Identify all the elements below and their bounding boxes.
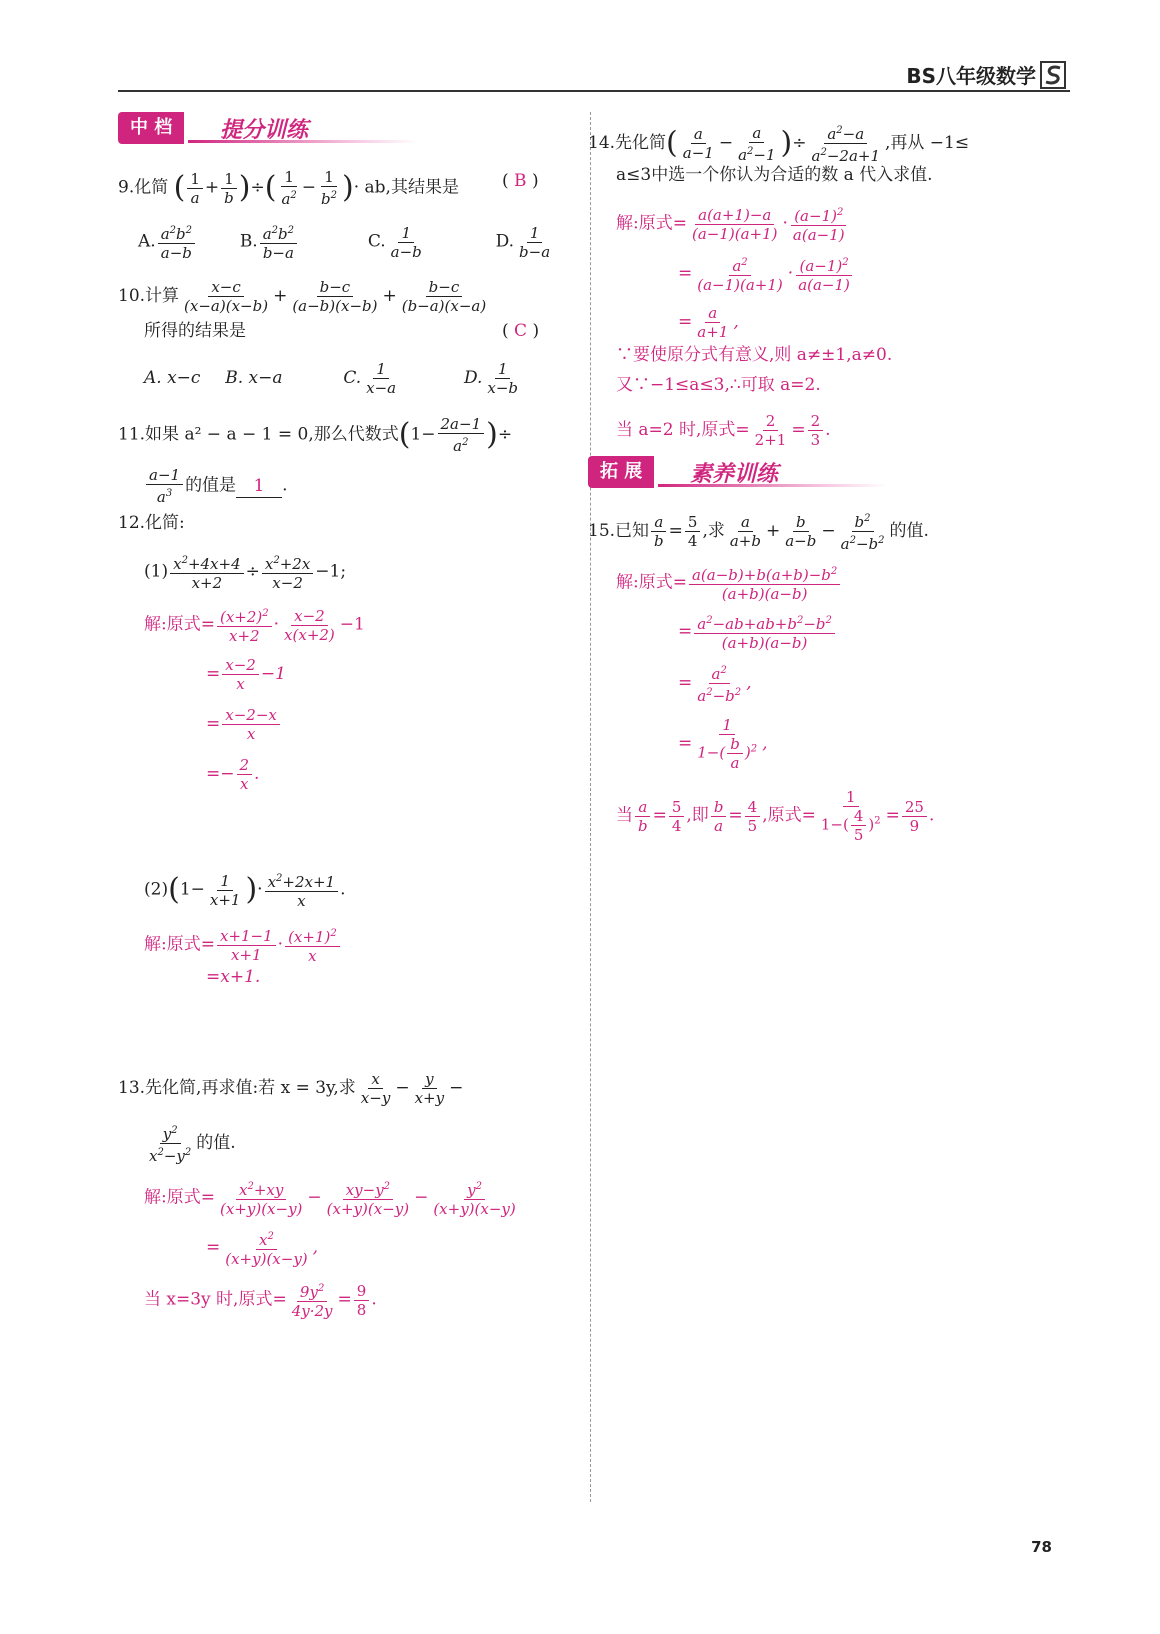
option-d-label: D.: [463, 368, 483, 388]
q10-options: A. x−c B. x−a C. $\frac{1}{x-a}$ D. $\frac{1}{x-b}$: [144, 360, 519, 397]
q14-solution: 解:原式= $\frac{a(a+1)-a}{(a-1)(a+1)}$ · $\frac{(a-1)^2}{a(a-1)}$: [616, 205, 845, 244]
answer-choice: C: [514, 321, 528, 341]
substitution-text-2: ,即: [686, 805, 709, 826]
question-number: 9.: [118, 177, 135, 198]
substitution-text: 当 x=3y 时,原式=: [144, 1289, 287, 1310]
question-text: 先化简: [615, 133, 667, 153]
question-15: 15.已知 $\frac{a}{b}$ = $\frac{5}{4}$ ,求 $\frac{a}{a+b}$ + $\frac{b}{a-b}$ − $\frac{b^2}{a^2-b^2}$ 的值.: [588, 510, 929, 553]
solution-label: 解:原式=: [144, 1187, 215, 1208]
q12-part1: (1) $\frac{x^2+4x+4}{x+2}$ ÷ $\frac{x^2+2x}{x-2}$ −1;: [144, 552, 346, 592]
option-b: B. x−a: [225, 368, 283, 388]
question-13: 13.先化简,再求值:若 x = 3y,求 $\frac{x}{x-y}$ − $\frac{y}{x+y}$ −: [118, 1070, 464, 1107]
q14-note2: 又∵−1≤a≤3,∴可取 a=2.: [616, 375, 821, 395]
substitution-text: 当: [616, 805, 633, 826]
question-10: 10.计算 $\frac{x-c}{(x-a)(x-b)}$ + $\frac{b-c}{(a-b)(x-b)}$ + $\frac{b-c}{(b-a)(x-a)}$: [118, 278, 487, 315]
part-label: (1): [144, 561, 169, 582]
question-11-line2: $\frac{a-1}{a^3}$ 的值是 1 .: [144, 466, 287, 506]
header-rule: [118, 90, 1070, 92]
q12-part2: (2)(1− $\frac{1}{x+1}$ )· $\frac{x^2+2x+1}{x}$ .: [144, 871, 346, 910]
question-tail: ,再从 −1≤: [885, 133, 970, 153]
question-mid: ,求: [702, 521, 725, 541]
q12-step4: =− $\frac{2}{x}$ .: [206, 756, 260, 793]
question-13-line2: $\frac{y^2}{x^2-y^2}$ 的值.: [144, 1122, 236, 1165]
q15-step4: = 1 1−( $\frac{b}{a}$ )$^2$ ,: [678, 716, 768, 772]
q14-final: 当 a=2 时,原式= $\frac{2}{2+1}$ = $\frac{2}{3}$ .: [616, 412, 831, 449]
question-11: 11.如果 a² − a − 1 = 0,那么代数式(1− $\frac{2a-1}{a^2}$ )÷: [118, 415, 513, 455]
q12-s2-final: =x+1.: [206, 967, 261, 987]
question-suffix: · ab,其结果是: [353, 177, 459, 198]
answer-blank: 1: [236, 475, 282, 498]
substitution-text-3: ,原式=: [762, 805, 816, 826]
q12-solution1: 解:原式= $\frac{(x+2)^2}{x+2}$ · $\frac{x-2}{x(x+2)}$ −1: [144, 606, 365, 645]
q14-step3: = $\frac{a}{a+1}$ ,: [678, 304, 739, 341]
question-text: 先化简,再求值:若 x = 3y,求: [145, 1078, 356, 1098]
solution-label: 解:原式=: [616, 213, 687, 234]
option-a-label: A.: [138, 231, 156, 252]
question-prefix: 化简: [134, 177, 169, 198]
question-9: 9.化简 ( $\frac{1}{a}$ + $\frac{1}{b}$ )÷( $\frac{1}{a^2}$ − $\frac{1}{b^2}$ )· ab,其结果是: [118, 168, 459, 208]
option-c-label: C.: [367, 231, 386, 252]
question-number: 14.: [588, 133, 616, 153]
q12-solution2: 解:原式= $\frac{x+1-1}{x+1}$ · $\frac{(x+1)^2}{x}$: [144, 925, 342, 965]
question-10-line2: 所得的结果是: [144, 321, 246, 341]
section-banner-2: [588, 456, 888, 488]
question-number: 12.: [118, 513, 146, 533]
q12-step3: = $\frac{x-2-x}{x}$: [206, 706, 282, 743]
q15-step3: = $\frac{a^2}{a^2-b^2}$ ,: [678, 662, 752, 705]
book-logo-icon: [1040, 60, 1066, 90]
q9-options: A. $\frac{a^2b^2}{a-b}$ B. $\frac{a^2b^2}{b-a}$ C. $\frac{1}{a-b}$ D. $\frac{1}{b-a}$: [138, 223, 551, 262]
question-number: 15.: [588, 521, 616, 541]
section-tag: 中 档: [118, 112, 184, 144]
section-banner-1: [118, 112, 418, 144]
question-prefix: 计算: [145, 286, 180, 306]
solution-label: 解:原式=: [144, 934, 215, 955]
q15-step2: = $\frac{a^2-ab+ab+b^2-b^2}{(a+b)(a-b)}$: [678, 612, 837, 652]
column-divider: [590, 112, 591, 1502]
question-12: [118, 512, 185, 534]
q15-solution: 解:原式= $\frac{a(a-b)+b(a+b)-b^2}{(a+b)(a-b)}$: [616, 563, 842, 603]
q13-step2: = $\frac{x^2}{(x+y)(x-y)}$ ,: [206, 1228, 318, 1268]
question-text: 如果 a² − a − 1 = 0,那么代数式: [145, 424, 399, 445]
question-suffix: 的值.: [889, 521, 929, 541]
solution-label: 解:原式=: [144, 614, 215, 635]
book-title: BS八年级数学: [906, 64, 1036, 88]
option-b-label: B.: [239, 231, 258, 252]
section-title: 素养训练: [690, 462, 779, 487]
substitution-text: 当 a=2 时,原式=: [616, 420, 750, 440]
answer-choice: B: [514, 171, 527, 191]
question-number: 10.: [118, 286, 146, 306]
part-label: (2): [144, 879, 169, 900]
question-number: 13.: [118, 1078, 146, 1098]
q12-step2: = $\frac{x-2}{x}$ −1: [206, 656, 286, 693]
answer-10: ( C ): [502, 321, 540, 341]
question-text: 已知: [615, 521, 650, 541]
question-text: 化简:: [145, 513, 185, 533]
answer-9: ( B ): [502, 171, 539, 191]
question-number: 11.: [118, 424, 146, 445]
q15-final: 当 $\frac{a}{b}$ = $\frac{5}{4}$ ,即 $\frac{b}{a}$ = $\frac{4}{5}$ ,原式= 1 1−( $\frac{4}{5}$ )$^2$ = $\frac{25}{9}$ .: [616, 788, 935, 844]
question-suffix: 的值.: [196, 1133, 236, 1153]
option-a: A. x−c: [144, 368, 201, 388]
question-14-line2: a≤3中选一个你认为合适的数 a 代入求值.: [616, 165, 933, 185]
option-c-label: C.: [343, 368, 362, 388]
question-suffix: 的值是: [185, 475, 237, 496]
option-d-label: D.: [495, 231, 515, 252]
q14-step2: = $\frac{a^2}{(a-1)(a+1)}$ · $\frac{(a-1)^2}{a(a-1)}$: [678, 254, 855, 294]
question-14: 14.先化简( $\frac{a}{a-1}$ − $\frac{a}{a^2-1}$ )÷ $\frac{a^2-a}{a^2-2a+1}$ ,再从 −1≤: [588, 123, 970, 165]
section-tag: 拓 展: [588, 456, 654, 488]
q14-note1: ∵要使原分式有意义,则 a≠±1,a≠0.: [616, 345, 893, 365]
q13-solution: 解:原式= $\frac{x^2+xy}{(x+y)(x-y)}$ − $\frac{xy-y^2}{(x+y)(x-y)}$ − $\frac{y^2}{(x+y)(x-y)}$: [144, 1178, 521, 1218]
section-title: 提分训练: [220, 118, 309, 143]
solution-label: 解:原式=: [616, 572, 687, 593]
q13-final: 当 x=3y 时,原式= $\frac{9y^2}{4y\cdot 2y}$ = $\frac{9}{8}$ .: [144, 1281, 377, 1320]
page-number: 78: [1031, 1538, 1052, 1556]
